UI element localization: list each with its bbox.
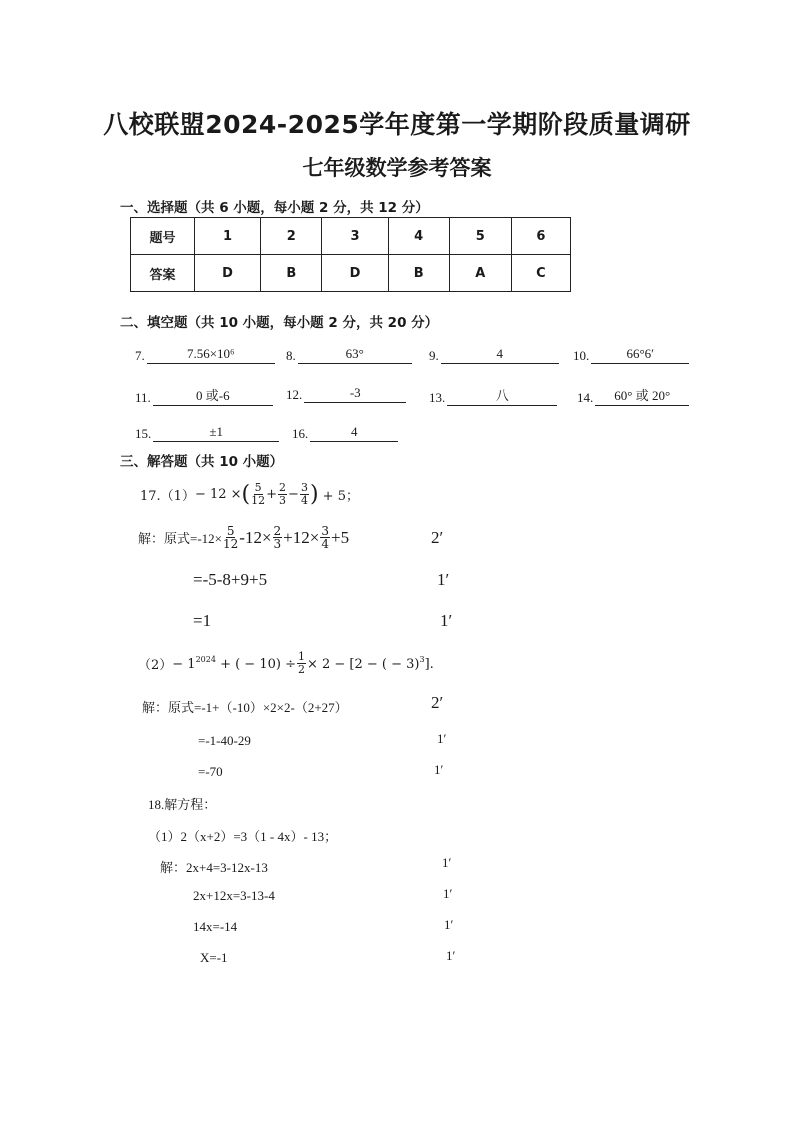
fill-item	[286, 346, 412, 364]
fill-item-number: 12.	[286, 387, 303, 402]
q18-step-4: X=-1	[200, 950, 228, 965]
table-cell: 5	[449, 218, 511, 255]
table-cell: D	[195, 255, 261, 292]
fill-item-number: 15.	[135, 426, 152, 441]
q18-score-3: 1′	[444, 917, 454, 932]
q17-part2-label: （2）	[138, 658, 173, 673]
fill-item-answer: 66°6′	[591, 346, 689, 364]
table-row	[131, 255, 571, 292]
fill-item	[135, 346, 275, 364]
q17-part1-problem: 17.（1） − 12 × ( $\frac{5}{12}$ + $\frac{2}{3}$ − $\frac{3}{4}$ ) + 5；	[140, 481, 359, 507]
fill-item	[292, 424, 398, 442]
fill-item-answer: 60° 或 20°	[595, 385, 689, 406]
fill-item-answer: ±1	[153, 424, 279, 442]
choice-answer-table	[130, 217, 571, 292]
q17-label: 17.（1）	[140, 489, 195, 504]
fill-item-answer: 4	[310, 424, 398, 442]
fill-item-number: 8.	[286, 348, 296, 363]
fill-item	[135, 385, 273, 406]
q17-part2-score-2: 1′	[437, 731, 447, 746]
fill-item	[573, 346, 689, 364]
fill-item	[286, 385, 406, 403]
fill-item	[429, 385, 557, 406]
section1-heading: 一、选择题（共 6 小题，每小题 2 分，共 12 分）	[120, 200, 429, 216]
fill-item-answer: -3	[304, 385, 406, 403]
fill-item	[135, 424, 279, 442]
q18-score-1: 1′	[442, 855, 452, 870]
q17-part1-score-3: 1′	[440, 611, 453, 630]
q18-step-2: 2x+12x=3-13-4	[193, 888, 275, 903]
table-cell: 4	[388, 218, 449, 255]
table-cell: 6	[511, 218, 570, 255]
table-cell: B	[261, 255, 322, 292]
fill-item-number: 11.	[135, 390, 151, 405]
table-cell: C	[511, 255, 570, 292]
table-cell: 2	[261, 218, 322, 255]
table-cell: B	[388, 255, 449, 292]
q18-score-4: 1′	[446, 948, 456, 963]
q17-part2-step-1: 解：原式=-1+（-10）×2×2-（2+27）	[142, 700, 348, 715]
page-subtitle: 七年级数学参考答案	[302, 156, 492, 180]
table-cell: 3	[322, 218, 388, 255]
fill-item-number: 13.	[429, 390, 446, 405]
table-cell: A	[449, 255, 511, 292]
fill-item-number: 7.	[135, 348, 145, 363]
q18-label: 18.解方程：	[148, 797, 217, 812]
q17-part2-problem: （2） − $1^{2024}$ + ( − 10) ÷ $\frac{1}{2}$ × 2 − [2 − ( − 3)$^3$].	[138, 650, 434, 676]
fill-item-number: 14.	[577, 390, 594, 405]
q17-part1-score-1: 2′	[431, 528, 444, 547]
table-cell: 1	[195, 218, 261, 255]
fill-item-answer: 4	[441, 346, 559, 364]
table-header-cell: 题号	[131, 218, 195, 255]
q18-step-3: 14x=-14	[193, 919, 238, 934]
q17-part2-step-2: =-1-40-29	[198, 733, 251, 748]
fill-item-number: 9.	[429, 348, 439, 363]
page-title: 八校联盟2024-2025学年度第一学期阶段质量调研	[103, 110, 691, 139]
q18-score-2: 1′	[443, 886, 453, 901]
q17-part2-score-1: 2′	[431, 693, 444, 712]
section3-heading: 三、解答题（共 10 小题）	[120, 454, 284, 470]
fill-item-number: 16.	[292, 426, 309, 441]
q17-part1-step-2: =-5-8+9+5	[193, 570, 268, 589]
q18-step-1: 解：2x+4=3-12x-13	[160, 860, 268, 875]
section2-heading: 二、填空题（共 10 小题，每小题 2 分，共 20 分）	[120, 315, 439, 331]
q17-part2-step-3: =-70	[198, 764, 223, 779]
q17-part1-score-2: 1′	[437, 570, 450, 589]
table-row	[131, 218, 571, 255]
fill-item-answer: 63°	[298, 346, 412, 364]
fill-item-answer: 7.56×10⁶	[147, 346, 275, 364]
table-header-cell: 答案	[131, 255, 195, 292]
table-cell: D	[322, 255, 388, 292]
q17-part1-step-3: =1	[193, 611, 212, 630]
fill-item-answer: 0 或-6	[153, 385, 273, 406]
q17-part1-step-1: 解：原式=-12× $\frac{5}{12}$ -12× $\frac{2}{3}$ +12× $\frac{3}{4}$ +5	[138, 524, 350, 551]
q18-part1-problem: （1）2（x+2）=3（1 - 4x）- 13；	[148, 829, 338, 844]
fill-item-number: 10.	[573, 348, 590, 363]
fill-item	[429, 346, 559, 364]
q17-part2-score-3: 1′	[434, 762, 444, 777]
fill-item-answer: 八	[447, 385, 557, 406]
fill-item	[577, 385, 689, 406]
